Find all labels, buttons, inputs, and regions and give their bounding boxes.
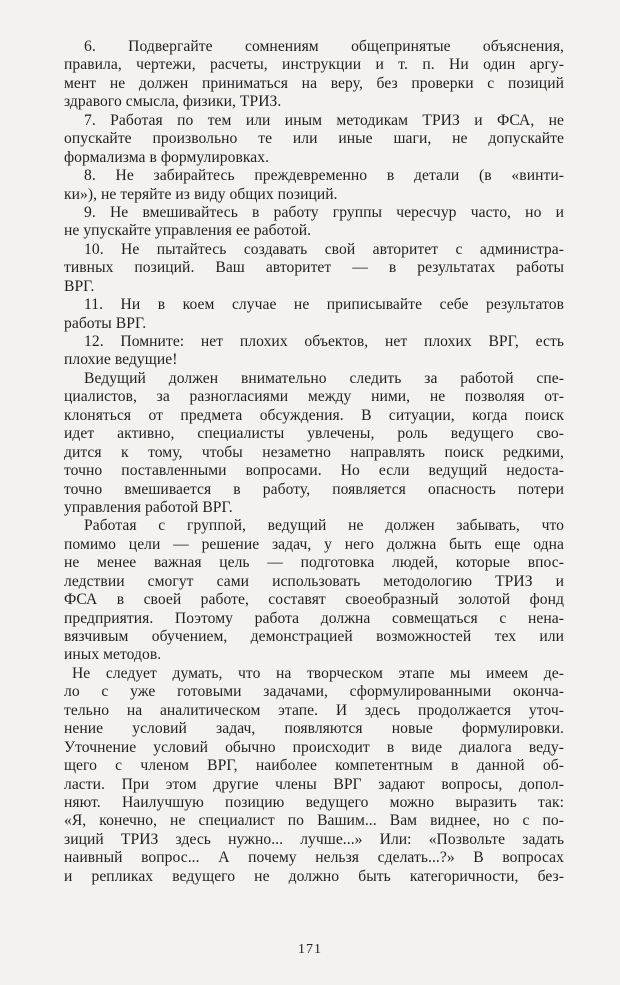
text-line: тельно на аналитическом этапе. И здесь продолжается уточ- (64, 701, 564, 719)
text-line: ласти. При этом другие члены ВРГ задают вопросы, допол- (64, 775, 564, 793)
text-line: зиций ТРИЗ здесь нужно... лучше...» Или: «Позвольте задать (64, 830, 564, 848)
text-line: не упускайте управления ее работой. (64, 222, 312, 240)
text-line: плохие ведущие! (64, 351, 178, 369)
text-line: ВРГ. (64, 277, 95, 295)
page-number: 171 (298, 942, 322, 957)
text-line: предприятия. Поэтому работа должна совмещаться с нена- (64, 609, 564, 627)
text-line: циалистов, за разногласиями между ними, не позволяя от- (64, 388, 564, 406)
text-line: точно поставленными вопросами. Но если ведущий недоста- (64, 462, 564, 480)
text-line: Ведущий должен внимательно следить за работой спе- (84, 369, 564, 387)
text-line: управления работой ВРГ. (64, 498, 233, 516)
text-line: 6. Подвергайте сомнениям общепринятые объяснения, (84, 38, 564, 55)
text-line: 9. Не вмешивайтесь в работу группы чересчур часто, но и (84, 203, 564, 221)
text-line: помимо цели — решение задач, у него должна быть еще одна (64, 535, 564, 553)
text-line: Работая с группой, ведущий не должен забывать, что (84, 517, 564, 535)
text-line: 11. Ни в коем случае не приписывайте себе результатов (84, 296, 564, 314)
text-line: 12. Помните: нет плохих объектов, нет плохих ВРГ, есть (84, 333, 564, 350)
text-line: Не следует думать, что на творческом этапе мы имеем де- (72, 664, 564, 682)
text-line: правила, чертежи, расчеты, инструкции и т. п. Ни один аргу- (64, 56, 564, 74)
text-line: няют. Наилучшую позицию ведущего можно выразить так: (64, 793, 564, 811)
text-line: «Я, конечно, не специалист по Вашим... Вам виднее, но с по- (64, 812, 564, 830)
text-line: ФСА в своей работе, составят своеобразный золотой фонд (64, 591, 564, 609)
text-line: клоняться от предмета обсуждения. В ситуации, когда поиск (64, 406, 564, 424)
text-line: работы ВРГ. (64, 314, 147, 332)
text-line: вязчивым обучением, демонстрацией возможностей тех или (64, 628, 564, 645)
text-line: иных методов. (64, 646, 162, 664)
text-line: формализма в формулировках. (64, 148, 270, 166)
text-line: щего с членом ВРГ, наиболее компетентным в данной об- (64, 757, 564, 775)
text-line: мент не должен приниматься на веру, без проверки с позиций (64, 74, 564, 92)
text-line: 7. Работая по тем или иным методикам ТРИЗ и ФСА, не (84, 111, 564, 129)
text-line: ледствии смогут сами использовать методологию ТРИЗ и (64, 572, 564, 590)
text-line: и репликах ведущего не должно быть категоричности, без- (64, 867, 564, 885)
text-line: опускайте произвольно те или иные шаги, не допускайте (64, 130, 564, 148)
text-line: 10. Не пытайтесь создавать свой авторитет с администра- (84, 240, 564, 258)
text-line: ки»), не теряйте из виду общих позиций. (64, 185, 338, 203)
text-line: Уточнение условий обычно происходит в виде диалога веду- (64, 738, 564, 756)
text-line: нение условий задач, появляются новые формулировки. (64, 720, 564, 738)
text-line: не менее важная цель — подготовка людей, которые впос- (64, 554, 564, 572)
text-line: точно вмешивается в работу, появляется опасность потери (64, 480, 564, 498)
text-line: здравого смысла, физики, ТРИЗ. (64, 93, 282, 111)
text-line: идет активно, специалисты увлечены, роль ведущего сво- (64, 425, 564, 443)
text-line: дится к тому, чтобы незаметно направлять поиск редкими, (64, 443, 564, 461)
text-line: ло с уже готовыми задачами, сформулированными оконча- (64, 683, 564, 701)
text-line: тивных позиций. Ваш авторитет — в результатах работы (64, 259, 564, 277)
text-line: 8. Не забирайтесь преждевременно в детали (в «винти- (84, 167, 564, 185)
text-column (64, 38, 564, 886)
text-line: наивный вопрос... А почему нельзя сделать...?» В вопросах (64, 849, 564, 867)
